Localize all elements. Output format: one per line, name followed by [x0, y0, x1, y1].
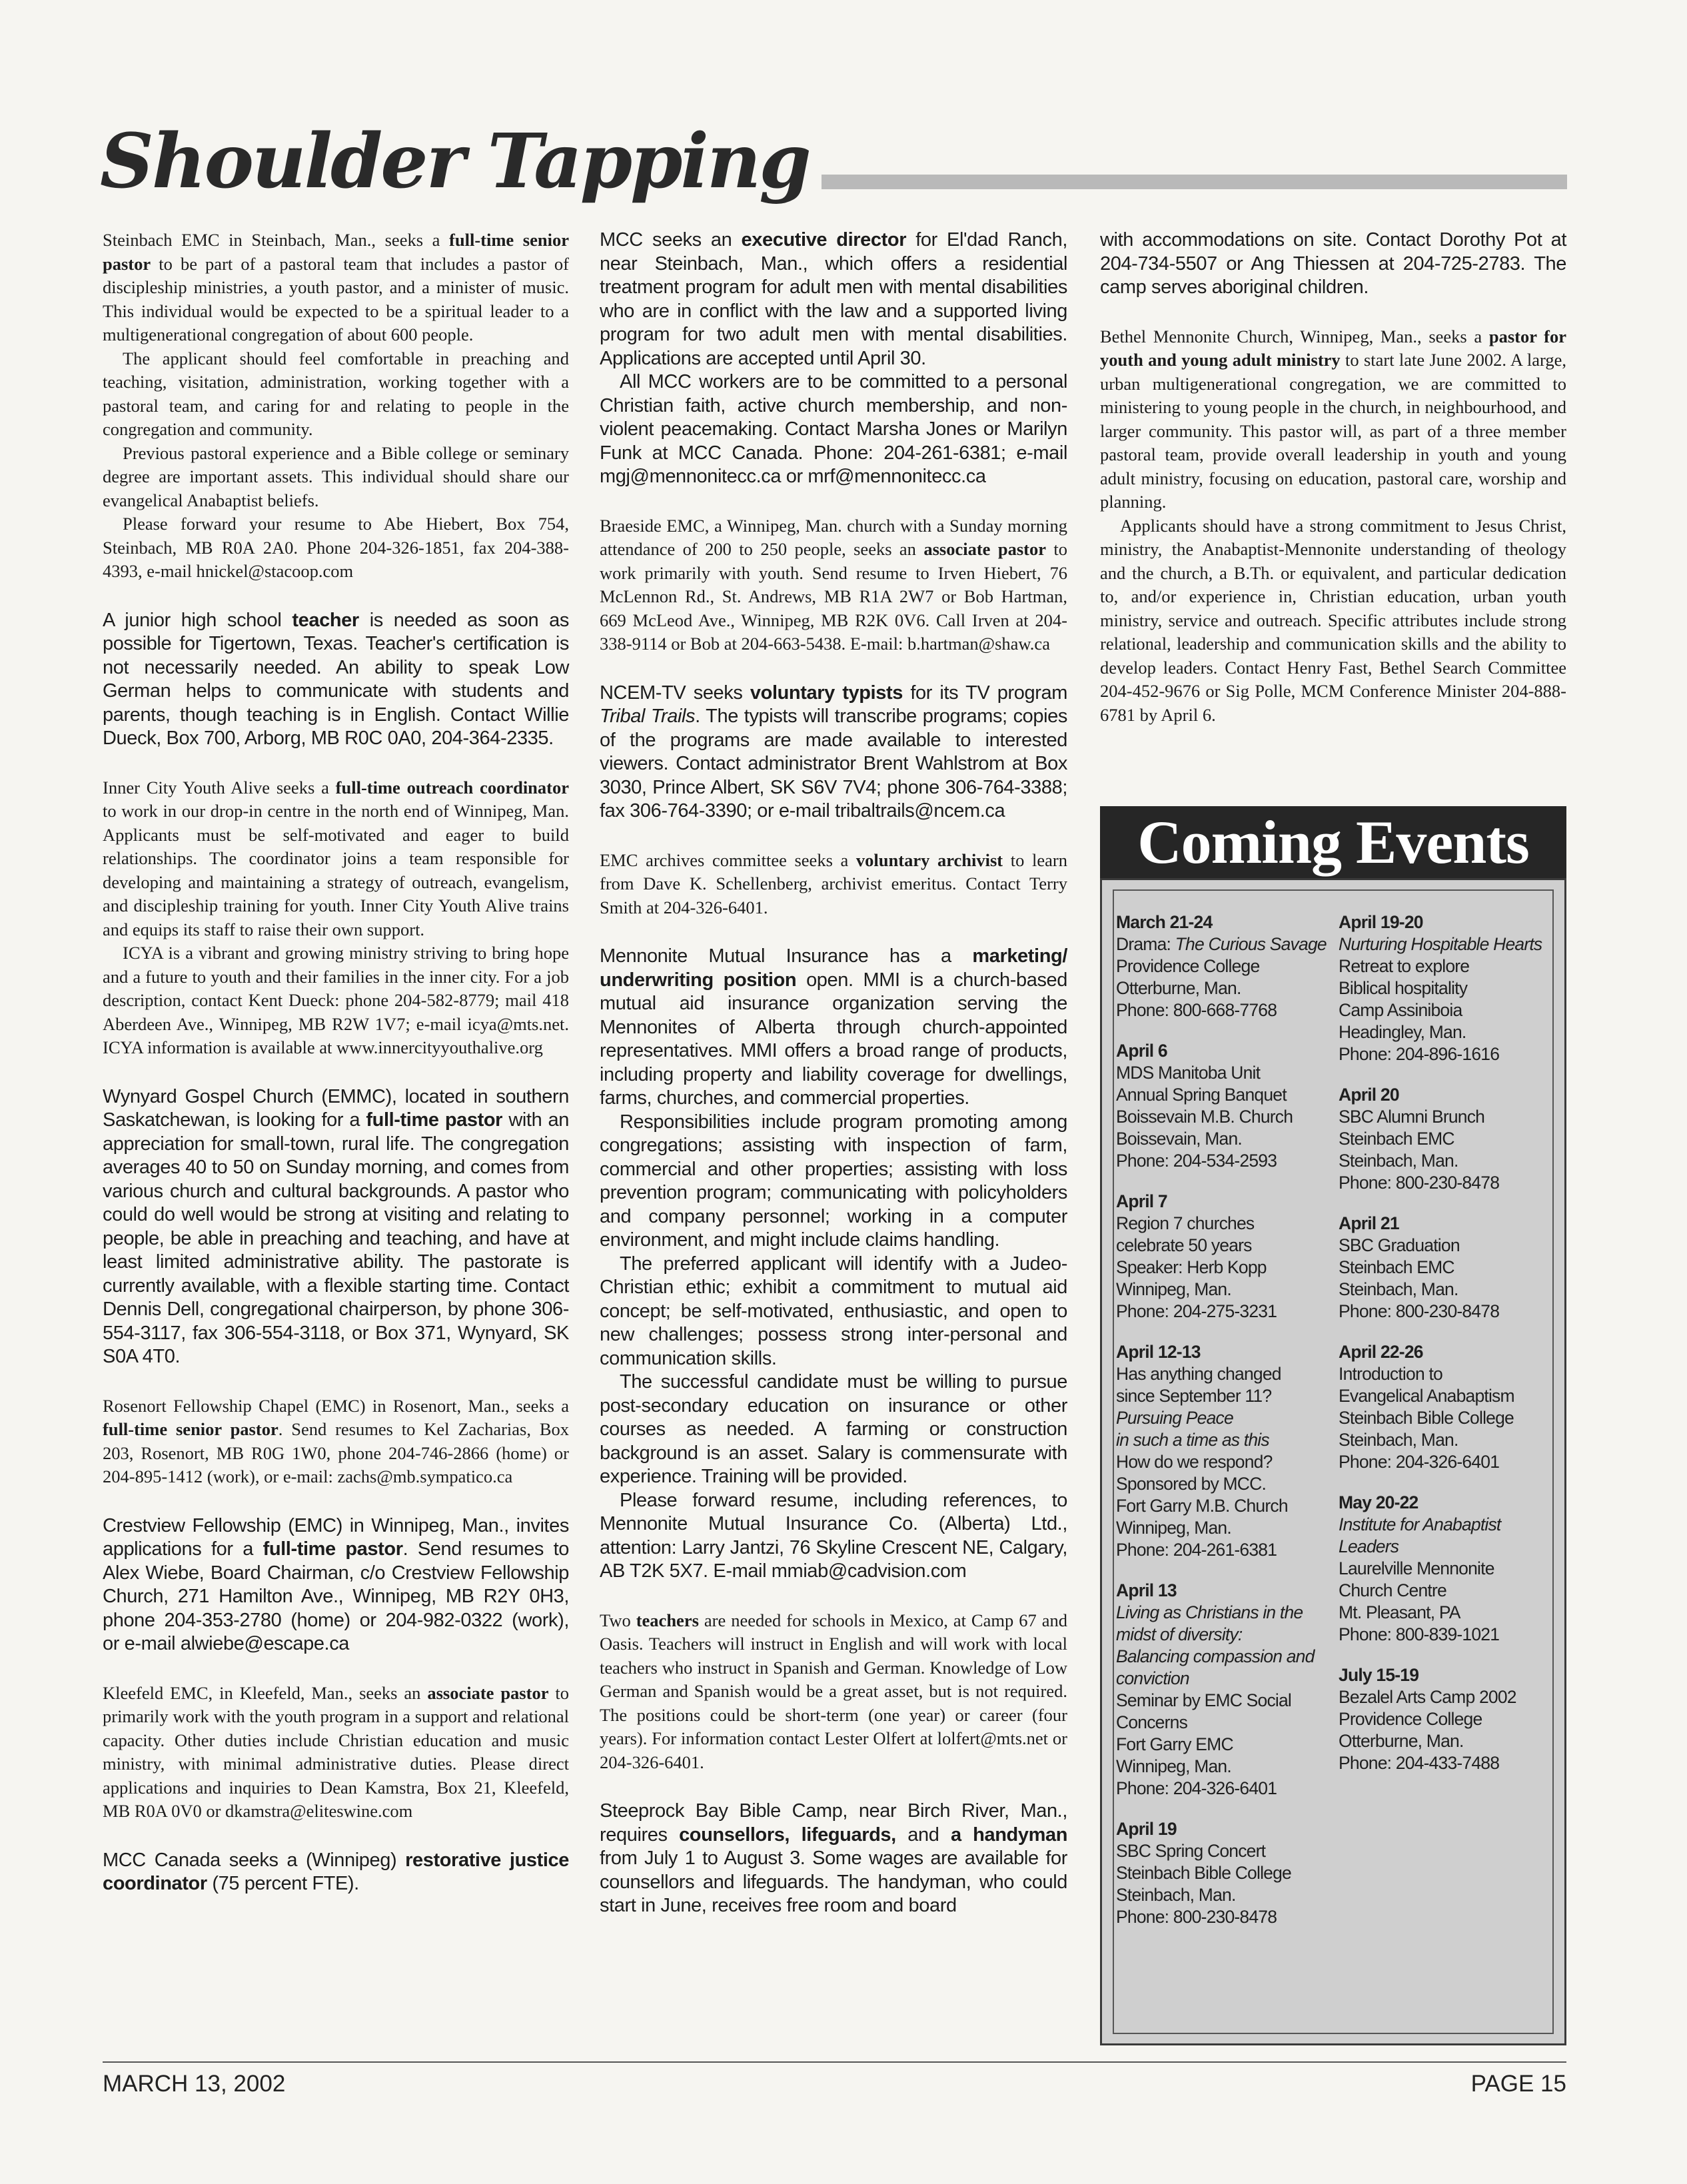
- event-detail: Boissevain, Man.: [1116, 1129, 1242, 1149]
- event-date: April 6: [1116, 1041, 1167, 1061]
- ad-paragraph: [103, 229, 569, 347]
- event-detail: Providence College: [1116, 956, 1260, 976]
- event-detail: Camp Assiniboia: [1339, 1000, 1462, 1020]
- footer-rule: [103, 2061, 1566, 2063]
- event-entry: [1339, 1341, 1552, 1473]
- page-number: PAGE 15: [1470, 2071, 1566, 2097]
- ad-highlight: full-time senior pastor: [103, 230, 569, 274]
- event-entry: [1339, 1213, 1552, 1323]
- event-detail: Phone: 800-230-8478: [1116, 1907, 1277, 1927]
- ad-text: to work in our drop-in centre in the north end of Winnipeg, Man. Applicants must be self-motivated and eager to build relationships. The coordinator joins a team responsible for developing and maintaining a strategy of outreach, evangelism, and discipleship training for youth. Inner City Youth Alive trains and equips its staff to raise their own support.: [103, 801, 569, 939]
- event-detail: Evangelical Anabaptism: [1339, 1386, 1514, 1406]
- event-detail: Otterburne, Man.: [1116, 978, 1241, 998]
- classified-ad: [1100, 325, 1566, 728]
- event-entry: [1339, 1084, 1552, 1194]
- ad-text: is needed as soon as possible for Tigertown, Texas. Teacher's certification is not necessarily needed. An ability to speak Low German helps to communicate with students and parents, though teaching is in English. Contact Willie Dueck, Box 700, Arborg, MB R0C 0A0, 204-364-2335.: [103, 609, 570, 749]
- event-date: April 13: [1116, 1580, 1177, 1600]
- event-detail: Steinbach Bible College: [1116, 1863, 1291, 1883]
- event-detail: Laurelville Mennonite Church Centre: [1339, 1558, 1494, 1600]
- ad-text: . Send resumes to Alex Wiebe, Board Chairman, c/o Crestview Fellowship Church, 271 Hamilton Ave., Winnipeg, MB R2Y 0H3, phone 204-353-2780 (home) or 204-982-0322 (work), or e-mail alwiebe@escape.ca: [103, 1538, 570, 1654]
- classified-ad: [103, 1514, 569, 1656]
- ad-text: Steeprock Bay Bible Camp, near Birch River, Man., requires: [600, 1800, 1067, 1846]
- event-date: April 19-20: [1339, 912, 1423, 932]
- classified-ad: [600, 945, 1067, 1584]
- ad-highlight: pastor for youth and young adult ministry: [1100, 326, 1566, 370]
- ad-text: for El'dad Ranch, near Steinbach, Man., which offers a residential treatment program for adult men with mental disabilities who are in conflict with the law and a supported living program for two adult men with mental disabilities. Applications are accepted until April 30.: [600, 229, 1067, 369]
- ad-text: are needed for schools in Mexico, at Camp 67 and Oasis. Teachers will instruct in English and will work with local teachers who instruct in Spanish and German. Knowledge of Low German and Spanish would be a great asset, but is not required. The positions could be short-term (one year) or career (four years). For information contact Lester Olfert at lolfert@mts.net or 204-326-6401.: [600, 1610, 1067, 1772]
- event-detail: Seminar by EMC Social Concerns: [1116, 1690, 1292, 1732]
- ad-highlight: counsellors, lifeguards,: [679, 1824, 896, 1846]
- event-entry: [1339, 911, 1552, 1065]
- event-detail: Otterburne, Man.: [1339, 1731, 1464, 1751]
- event-date: April 12-13: [1116, 1342, 1201, 1362]
- ad-paragraph: [103, 609, 569, 751]
- event-detail: Phone: 800-839-1021: [1339, 1624, 1500, 1644]
- ad-paragraph: [600, 1489, 1067, 1584]
- ad-paragraph: [103, 776, 569, 942]
- event-detail: Phone: 204-896-1616: [1339, 1044, 1500, 1064]
- ad-text: Responsibilities include program promoting among congregations; assisting with inspection of farm, commercial and other properties; assisting with loss prevention program; communicating with policyholders and company personnel; working in a computer environment, and might include claims handling.: [600, 1111, 1067, 1251]
- ad-text: open. MMI is a church-based mutual aid insurance organization serving the Mennonites of Alberta through church-appointed representatives. MMI offers a broad range of products, including property and liability coverage for dwellings, farms, churches, and commercial properties.: [600, 969, 1067, 1109]
- ad-text: A junior high school: [103, 609, 292, 631]
- coming-events-right-column: [1339, 911, 1552, 1793]
- ad-text: Two: [600, 1610, 636, 1630]
- classified-ad: [1100, 229, 1566, 300]
- ad-highlight: restorative justice coordinator: [103, 1849, 569, 1894]
- ad-text: Crestview Fellowship (EMC) in Winnipeg, Man., invites applications for a: [103, 1514, 569, 1560]
- event-detail: Steinbach, Man.: [1339, 1279, 1458, 1299]
- event-date: April 22-26: [1339, 1342, 1423, 1362]
- event-detail: in such a time as this: [1116, 1430, 1269, 1450]
- issue-date: MARCH 13, 2002: [103, 2071, 286, 2097]
- event-detail: Steinbach, Man.: [1116, 1885, 1236, 1905]
- event-detail: Headingley, Man.: [1339, 1022, 1466, 1042]
- ad-text: ICYA is a vibrant and growing ministry striving to bring hope and a future to youth and their families in the inner city. For a job description, contact Kent Dueck: phone 204-582-8779; mail 418 Aberdeen Ave., Winnipeg, MB R2W 1V7; e-mail icya@mts.net. ICYA information is available at www.innercityyouthalive.org: [103, 943, 569, 1057]
- ad-text: Kleefeld EMC, in Kleefeld, Man., seeks an: [103, 1682, 428, 1703]
- classified-ad: [600, 682, 1067, 823]
- ad-text: Wynyard Gospel Church (EMMC), located in southern Saskatchewan, is looking for a: [103, 1085, 569, 1131]
- classified-ad: [103, 1682, 569, 1824]
- event-detail: Introduction to: [1339, 1364, 1442, 1384]
- column-2: [600, 229, 1067, 1943]
- ad-paragraph: [600, 370, 1067, 489]
- ad-paragraph: [1100, 229, 1566, 300]
- coming-events-title: Coming Events: [1100, 806, 1566, 878]
- ad-paragraph: [600, 229, 1067, 370]
- event-detail: Mt. Pleasant, PA: [1339, 1602, 1460, 1622]
- ad-paragraph: [600, 682, 1067, 823]
- event-detail: Phone: 204-534-2593: [1116, 1151, 1277, 1171]
- ad-highlight: full-time senior pastor: [103, 1419, 279, 1439]
- event-detail: Sponsored by MCC.: [1116, 1474, 1267, 1494]
- ad-text: to start late June 2002. A large, urban multigenerational congregation, we are committed to ministering to young people in the church, in neighbourhood, and larger community. This pastor will, as part of a three member pastoral team, provide overall leadership in youth and young adult ministry, focusing on education, pastoral care, worship and planning.: [1100, 350, 1566, 512]
- event-detail: Phone: 800-230-8478: [1339, 1301, 1500, 1321]
- ad-highlight: associate pastor: [923, 539, 1046, 559]
- event-detail: Phone: 204-433-7488: [1339, 1753, 1500, 1773]
- ad-highlight: full-time pastor: [366, 1109, 503, 1131]
- ad-paragraph: [103, 442, 569, 513]
- ad-text: Inner City Youth Alive seeks a: [103, 777, 336, 798]
- event-detail: Has anything changed: [1116, 1364, 1281, 1384]
- event-date: July 15-19: [1339, 1665, 1419, 1685]
- event-detail: Phone: 800-668-7768: [1116, 1000, 1277, 1020]
- ad-text: Bethel Mennonite Church, Winnipeg, Man., seeks a: [1100, 326, 1489, 346]
- ad-paragraph: [103, 1682, 569, 1824]
- ad-text: EMC archives committee seeks a: [600, 849, 856, 870]
- event-detail: Drama:: [1116, 934, 1175, 954]
- event-detail: Winnipeg, Man.: [1116, 1756, 1231, 1776]
- ad-text: to work primarily with youth. Send resume to Irven Hiebert, 76 McLennon Rd., St. Andrews, MB R1A 2W7 or Bob Hartman, 669 McLeod Ave., Winnipeg, MB R2K 0V6. Call Irven at 204-338-9114 or Bob at 204-663-5438. E-mail: b.hartman@shaw.ca: [600, 539, 1067, 654]
- ad-paragraph: [103, 1085, 569, 1369]
- ad-paragraph: [600, 849, 1067, 920]
- ad-text: . Send resumes to Kel Zacharias, Box 203, Rosenort, MB R0G 1W0, phone 204-746-2866 (home) or 204-895-1412 (work), or e-mail: zachs@mb.sympatico.ca: [103, 1419, 570, 1486]
- event-date: April 19: [1116, 1819, 1177, 1839]
- ad-paragraph: [600, 1609, 1067, 1775]
- event-detail: Phone: 204-275-3231: [1116, 1301, 1277, 1321]
- event-detail: celebrate 50 years: [1116, 1235, 1252, 1255]
- classified-ad: [600, 514, 1067, 656]
- ad-text: Please forward resume, including references, to Mennonite Mutual Insurance Co. (Alberta) Ltd., attention: Larry Jantzi, 76 Skyline Crescent NE, Calgary, AB T2K 5X7. E-mail mmiab@cadvision.com: [600, 1489, 1067, 1582]
- ad-highlight: teachers: [636, 1610, 699, 1630]
- event-detail: Providence College: [1339, 1709, 1482, 1729]
- event-detail: Nurturing Hospitable Hearts: [1339, 934, 1542, 954]
- ad-highlight: full-time pastor: [263, 1538, 403, 1560]
- ad-text: to primarily work with the youth program in a support and relational capacity. Other duties include Christian education and music ministry, with minimal administrative duties. Please direct applications and inquiries to Dean Kamstra, Box 21, Kleefeld, MB R0A 0V0 or dkamstra@eliteswine.com: [103, 1682, 569, 1821]
- ad-text: Mennonite Mutual Insurance has a: [600, 945, 973, 967]
- ad-text: from July 1 to August 3. Some wages are available for counsellors and lifeguards. The handyman, who could start in June, receives free room and board: [600, 1848, 1067, 1916]
- event-detail: Steinbach EMC: [1339, 1257, 1454, 1277]
- ad-highlight: teacher: [292, 609, 359, 631]
- event-detail: SBC Graduation: [1339, 1235, 1460, 1255]
- event-detail: SBC Alumni Brunch: [1339, 1107, 1485, 1127]
- ad-highlight: voluntary typists: [750, 682, 903, 704]
- ad-text: The successful candidate must be willing to pursue post-secondary education on insurance or other courses as needed. A farming or construction background is an asset. Salary is commensurate with experience. Training will be provided.: [600, 1371, 1067, 1487]
- event-detail: Phone: 204-326-6401: [1116, 1778, 1277, 1798]
- ad-paragraph: [600, 1800, 1067, 1918]
- event-detail: Retreat to explore: [1339, 956, 1470, 976]
- event-entry: [1116, 911, 1329, 1021]
- ad-text: MCC seeks an: [600, 229, 742, 251]
- ad-text: . The typists will transcribe programs; copies of the programs are made available to interested viewers. Contact administrator Brent Wahlstrom at Box 3030, Prince Albert, SK S6V 7V4; phone 306-764-3388; fax 306-764-3390; or e-mail tribaltrails@ncem.ca: [600, 706, 1068, 821]
- ad-text: NCEM-TV seeks: [600, 682, 750, 704]
- classified-ad: [600, 1609, 1067, 1775]
- event-detail: Region 7 churches: [1116, 1213, 1255, 1233]
- event-detail: Phone: 204-261-6381: [1116, 1540, 1277, 1560]
- ad-paragraph: [600, 1253, 1067, 1371]
- section-masthead: Shoulder Tapping: [100, 119, 822, 205]
- event-detail: Winnipeg, Man.: [1116, 1279, 1231, 1299]
- event-detail: Pursuing Peace: [1116, 1408, 1233, 1428]
- event-detail: Steinbach, Man.: [1339, 1430, 1458, 1450]
- column-1: [103, 229, 569, 1921]
- ad-paragraph: [103, 1394, 569, 1489]
- ad-text: (75 percent FTE).: [207, 1873, 359, 1894]
- coming-events-left-column: [1116, 911, 1329, 1947]
- ad-text: Rosenort Fellowship Chapel (EMC) in Rosenort, Man., seeks a: [103, 1395, 569, 1416]
- ad-paragraph: [600, 1370, 1067, 1489]
- event-detail: Balancing compassion and conviction: [1116, 1646, 1315, 1688]
- event-entry: [1116, 1191, 1329, 1323]
- ad-text: Previous pastoral experience and a Bible college or seminary degree are important assets. This individual should share our evangelical Anabaptist beliefs.: [103, 442, 569, 510]
- ad-paragraph: [103, 347, 569, 442]
- event-detail: Living as Christians in the midst of diversity:: [1116, 1602, 1303, 1644]
- event-entry: [1116, 1580, 1329, 1800]
- classified-ad: [103, 609, 569, 751]
- event-entry: [1339, 1492, 1552, 1646]
- classified-ad: [103, 229, 569, 584]
- event-detail: Winnipeg, Man.: [1116, 1518, 1231, 1538]
- ad-paragraph: [103, 512, 569, 584]
- event-detail: Speaker: Herb Kopp: [1116, 1257, 1267, 1277]
- event-detail: How do we respond?: [1116, 1452, 1273, 1472]
- ad-paragraph: [103, 1849, 569, 1896]
- event-detail: Annual Spring Banquet: [1116, 1085, 1287, 1105]
- ad-text: The preferred applicant will identify with a Judeo-Christian ethic; exhibit a commitment to mutual aid concept; be self-motivated, enthusiastic, and open to new challenges; possess strong inter-personal and communication skills.: [600, 1253, 1067, 1369]
- event-detail: Bezalel Arts Camp 2002: [1339, 1687, 1516, 1707]
- ad-text: for its TV program: [902, 682, 1067, 704]
- event-detail: Steinbach, Man.: [1339, 1151, 1458, 1171]
- event-date: March 21-24: [1116, 912, 1213, 932]
- ad-paragraph: [600, 945, 1067, 1111]
- ad-text: Applicants should have a strong commitment to Jesus Christ, ministry, the Anabaptist-Mennonite understanding of theology and the church, a B.Th. or equivalent, and particular dedication to, and/or experience in, Christian education, urban youth ministry, service and outreach. Specific attributes include strong relational, leadership and communication skills and the ability to develop leaders. Contact Henry Fast, Bethel Search Committee 204-452-9676 or Sig Polle, MCM Conference Minister 204-888-6781 by April 6.: [1100, 515, 1566, 725]
- event-detail: Fort Garry M.B. Church: [1116, 1496, 1288, 1516]
- ad-paragraph: [600, 514, 1067, 656]
- ad-text: Steinbach EMC in Steinbach, Man., seeks a: [103, 230, 450, 250]
- ad-text: The applicant should feel comfortable in preaching and teaching, visitation, administration, working together with a pastoral team, and caring for and relating to people in the congregation and community.: [103, 348, 569, 439]
- ad-text: with an appreciation for small-town, rural life. The congregation averages 40 to 50 on Sunday morning, and comes from various church and cultural backgrounds. A pastor who could do well would be strong at visiting and relating to people, be able in preaching and teaching, and have at least limited administrative ability. The pastorate is currently available, with a flexible starting time. Contact Dennis Dell, congregational chairperson, by phone 306-554-3117, fax 306-554-3118, or Box 371, Wynyard, SK S0A 4T0.: [103, 1109, 570, 1367]
- classified-ad: [103, 1394, 569, 1489]
- ad-text: Braeside EMC, a Winnipeg, Man. church with a Sunday morning attendance of 200 to 250 people, seeks an: [600, 515, 1067, 559]
- event-detail: Fort Garry EMC: [1116, 1734, 1233, 1754]
- ad-highlight: full-time outreach coordinator: [335, 777, 570, 798]
- classified-ad: [600, 1800, 1067, 1918]
- ad-text: with accommodations on site. Contact Dorothy Pot at 204-734-5507 or Ang Thiessen at 204-725-2783. The camp serves aboriginal children.: [1100, 229, 1566, 298]
- ad-text: Tribal Trails: [600, 706, 696, 727]
- ad-paragraph: [103, 1514, 569, 1656]
- event-entry: [1116, 1818, 1329, 1928]
- classified-ad: [600, 229, 1067, 489]
- classified-ad: [103, 1085, 569, 1369]
- ad-text: and: [895, 1824, 951, 1846]
- event-detail: Institute for Anabaptist Leaders: [1339, 1514, 1501, 1556]
- event-entry: [1116, 1040, 1329, 1172]
- classified-ad: [600, 849, 1067, 920]
- ad-text: MCC Canada seeks a (Winnipeg): [103, 1849, 406, 1871]
- event-date: April 21: [1339, 1213, 1399, 1233]
- classified-ad: [103, 1849, 569, 1896]
- event-entry: [1116, 1341, 1329, 1561]
- ad-text: to learn from Dave K. Schellenberg, archivist emeritus. Contact Terry Smith at 204-326-6401.: [600, 849, 1067, 917]
- ad-highlight: marketing/ underwriting position: [600, 945, 1067, 991]
- ad-paragraph: [1100, 514, 1566, 728]
- ad-text: All MCC workers are to be committed to a personal Christian faith, active church membership, and non-violent peacemaking. Contact Marsha Jones or Marilyn Funk at MCC Canada. Phone: 204-261-6381; e-mail mgj@mennonitecc.ca or mrf@mennonitecc.ca: [600, 371, 1067, 487]
- event-detail: Steinbach EMC: [1339, 1129, 1454, 1149]
- ad-text: Please forward your resume to Abe Hiebert, Box 754, Steinbach, MB R0A 2A0. Phone 204-326-1851, fax 204-388-4393, e-mail hnickel@stacoop.com: [103, 514, 569, 581]
- event-detail: SBC Spring Concert: [1116, 1841, 1266, 1861]
- ad-highlight: associate pastor: [427, 1682, 549, 1703]
- event-date: May 20-22: [1339, 1492, 1418, 1512]
- event-detail: MDS Manitoba Unit: [1116, 1063, 1261, 1083]
- event-detail: since September 11?: [1116, 1386, 1272, 1406]
- ad-highlight: voluntary archivist: [855, 849, 1003, 870]
- ad-paragraph: [103, 941, 569, 1060]
- event-date: April 7: [1116, 1191, 1167, 1211]
- classified-ad: [103, 776, 569, 1060]
- ad-paragraph: [600, 1111, 1067, 1253]
- ad-highlight: a handyman: [950, 1824, 1068, 1846]
- event-detail: Biblical hospitality: [1339, 978, 1468, 998]
- event-detail: The Curious Savage: [1175, 934, 1327, 954]
- column-3: [1100, 229, 1566, 752]
- event-detail: Boissevain M.B. Church: [1116, 1107, 1293, 1127]
- event-detail: Phone: 800-230-8478: [1339, 1173, 1500, 1193]
- event-detail: Steinbach Bible College: [1339, 1408, 1514, 1428]
- event-date: April 20: [1339, 1085, 1399, 1105]
- event-detail: Phone: 204-326-6401: [1339, 1452, 1500, 1472]
- ad-highlight: executive director: [741, 229, 907, 251]
- ad-text: to be part of a pastoral team that includes a pastor of discipleship ministries, a youth pastor, and a minister of music. This individual would be expected to be a spiritual leader to a multigenerational congregation of about 600 people.: [103, 253, 569, 344]
- event-entry: [1339, 1664, 1552, 1774]
- ad-paragraph: [1100, 325, 1566, 514]
